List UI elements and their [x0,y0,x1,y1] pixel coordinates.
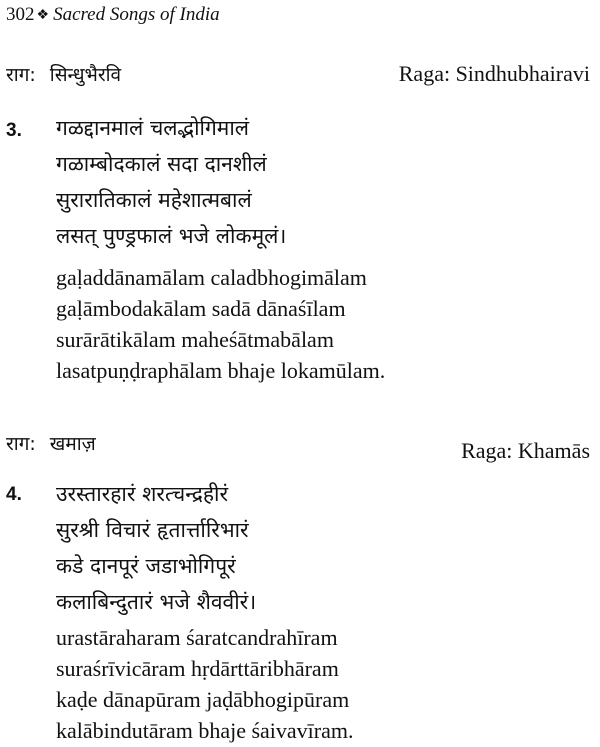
running-head [6,4,220,26]
devanagari-verse [56,110,286,254]
transliteration [56,622,354,746]
raga-devanagari [6,61,121,87]
transliteration-line: suraśrīvicāram hṛdārttāribhāram [56,656,339,681]
transliteration-line: kalābindutāram bhaje śaivavīram. [56,718,354,743]
devanagari-line: कडे दानपूरं जडाभोगिपूरं [56,554,236,578]
devanagari-line: कलाबिन्दुतारं भजे शैववीरं। [56,590,257,614]
raga-name: सिन्धुभैरवि [49,64,122,86]
devanagari-line: उरस्तारहारं शरत्चन्द्रहीरं [56,482,229,506]
transliteration-line: urastāraharam śaratcandrahīram [56,625,338,650]
verse-number: 4. [6,484,22,505]
raga-devanagari [6,430,96,456]
transliteration-line: kaḍe dānapūram jaḍābhogipūram [56,687,350,712]
raga-name: खमाज़ [49,433,96,455]
raga-roman: Raga: Khamās [461,438,590,463]
page-number: 302 [6,4,35,25]
raga-label: राग: [6,64,36,86]
ornament-separator: ❖ [36,8,50,23]
devanagari-line: गळद्दानमालं चलद्भोगिमालं [56,116,250,140]
raga-heading-khamas [6,430,590,462]
book-title: Sacred Songs of India [53,4,220,25]
transliteration [56,262,385,386]
transliteration-line: gaḷaddānamālam caladbhogimālam [56,265,367,290]
verse-number: 3. [6,120,22,141]
devanagari-verse [56,476,256,620]
raga-label: राग: [6,433,36,455]
devanagari-line: सुरश्री विचारं हृतार्त्तारिभारं [56,518,249,542]
raga-heading-sindhubhairavi [6,61,590,93]
devanagari-line: लसत् पुण्ड्रफालं भजे लोकमूलं। [56,224,287,248]
devanagari-line: सुरारातिकालं महेशात्मबालं [56,188,252,212]
devanagari-line: गळाम्बोदकालं सदा दानशीलं [56,152,267,176]
transliteration-line: lasatpuṇḍraphālam bhaje lokamūlam. [56,358,386,383]
raga-roman: Raga: Sindhubhairavi [398,61,590,86]
transliteration-line: surārātikālam maheśātmabālam [56,327,334,352]
transliteration-line: gaḷāmbodakālam sadā dānaśīlam [56,296,346,321]
